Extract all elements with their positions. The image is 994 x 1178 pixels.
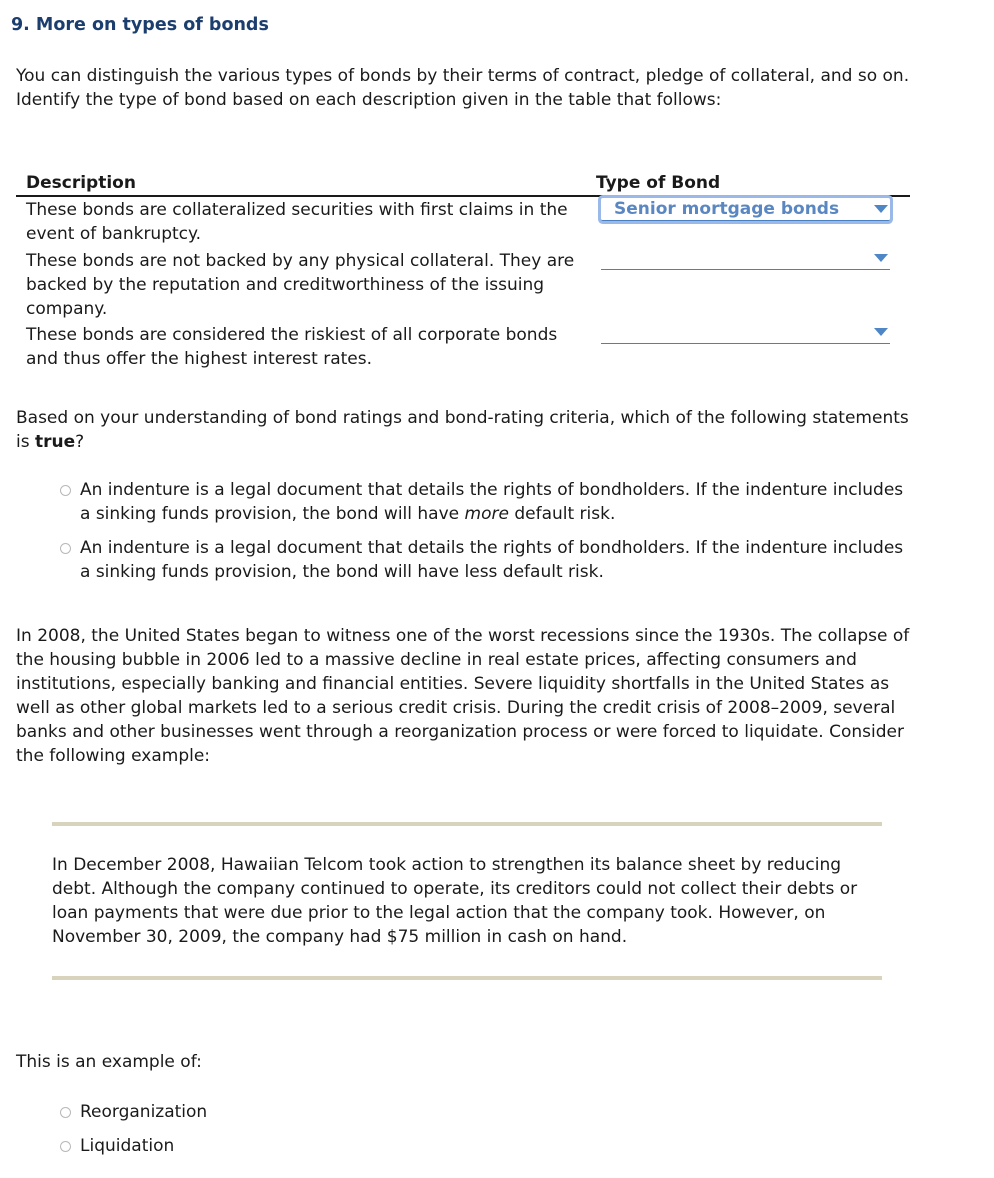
question-title: 9. More on types of bonds [11,15,269,35]
example-bottom-rule [52,976,882,980]
radio-button[interactable] [60,543,71,554]
dropdown-arrow-icon [874,254,888,262]
q2-option-1-label: An indenture is a legal document that details the rights of bondholders. If the indenture includes a sinking funds provision, the bond will have more default risk. [80,480,904,524]
q2-prompt: Based on your understanding of bond ratings and bond-rating criteria, which of the following statements is true? [16,408,909,452]
intro-text: You can distinguish the various types of bonds by their terms of contract, pledge of collateral, and so on. Identify the type of bond based on each description given in the table that follows: [16,66,910,110]
example-text: In December 2008, Hawaiian Telcom took action to strengthen its balance sheet by reducing debt. Although the company continued to operate, its creditors could not collect their debts or loan payments that were due prior to the legal action that the company took. However, on November 30, 2009, the company had $75 million in cash on hand. [52,855,858,947]
radio-button[interactable] [60,1141,71,1152]
radio-button[interactable] [60,1107,71,1118]
q3-option-1-label: Reorganization [80,1102,208,1122]
row-1-bond-type-select[interactable] [601,198,890,221]
row-3-description: These bonds are considered the riskiest of all corporate bonds and thus offer the highest interest rates. [26,325,558,369]
dropdown-arrow-icon [874,328,888,336]
q2-option-2-label: An indenture is a legal document that details the rights of bondholders. If the indenture includes a sinking funds provision, the bond will have less default risk. [80,538,904,582]
row-1-selected-value: Senior mortgage bonds [614,199,840,219]
dropdown-arrow-icon [874,205,888,213]
radio-button[interactable] [60,485,71,496]
context-paragraph: In 2008, the United States began to witness one of the worst recessions since the 1930s. The collapse of the housing bubble in 2006 led to a massive decline in real estate prices, affecting consumers and institutions, especially banking and financial entities. Severe liquidity shortfalls in the United States as well as other global markets led to a serious credit crisis. During the credit crisis of 2008–2009, several banks and other businesses went through a reorganization process or were forced to liquidate. Consider the following example: [16,626,910,766]
row-2-description: These bonds are not backed by any physical collateral. They are backed by the reputation and creditworthiness of the issuing company. [26,251,575,319]
col-header-description: Description [26,173,136,193]
row-1-description: These bonds are collateralized securities with first claims in the event of bankruptcy. [26,200,568,244]
header-divider [16,195,910,197]
q3-option-2-label: Liquidation [80,1136,175,1156]
q3-prompt: This is an example of: [16,1052,202,1072]
col-header-type: Type of Bond [596,173,721,193]
row-3-bond-type-select[interactable] [601,321,890,344]
row-2-bond-type-select[interactable] [601,247,890,270]
example-top-rule [52,822,882,826]
